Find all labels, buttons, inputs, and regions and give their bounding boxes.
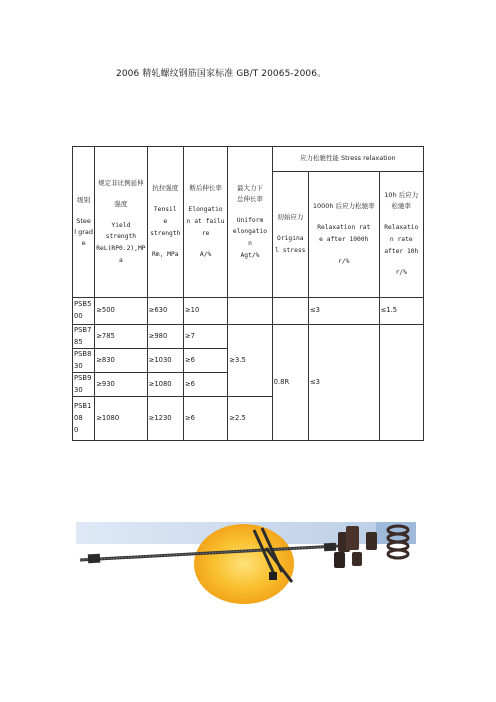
- cell-elongation: ≥7: [183, 325, 227, 349]
- cell-uniform-group1: ≥3.5: [228, 325, 272, 397]
- header-elong-unit: A/%: [199, 251, 212, 259]
- table-row: [73, 298, 424, 325]
- header-init-zh: 初始应力: [277, 213, 304, 222]
- header-tensile-en-3: strength: [150, 229, 181, 237]
- header-yield-zh-1: 规定非比例延伸: [98, 178, 144, 187]
- header-10h-en-3: after 10h: [384, 247, 419, 255]
- header-10h-unit: r/%: [395, 269, 407, 277]
- cell-relax-10h-empty: [379, 325, 423, 441]
- cell-yield: ≥500: [95, 298, 147, 325]
- header-init-stress: [272, 172, 308, 298]
- cell-relax-10h: ≤1.5: [379, 298, 423, 325]
- table-row: [73, 325, 424, 349]
- header-1000h-en-2: e after 1000h: [319, 236, 369, 244]
- cell-init-stress: 0.8R: [272, 325, 308, 441]
- header-row-1: [73, 147, 424, 172]
- cell-yield: ≥1080: [95, 397, 147, 441]
- header-tensile: [147, 147, 183, 298]
- cell-elongation: ≥10: [183, 298, 227, 325]
- header-elongation: [183, 147, 227, 298]
- header-10h-zh-1: 10h 后应力: [384, 191, 419, 200]
- cell-yield: ≥785: [95, 325, 147, 349]
- header-grade-zh: 级别: [77, 195, 91, 204]
- cell-grade: [73, 397, 95, 441]
- cell-grade: PSB830: [73, 349, 95, 373]
- header-tensile-unit: Rm, MPa: [152, 251, 179, 259]
- header-uniform-zh-1: 最大力下: [236, 183, 263, 192]
- cell-tensile: ≥1080: [147, 373, 183, 397]
- header-uniform-en-1: Uniform: [236, 216, 264, 224]
- header-elong-zh: 断后伸长率: [189, 184, 222, 193]
- header-1000h-unit: r/%: [338, 257, 350, 265]
- header-yield-symbol: ReL(RP0.2),MP: [96, 245, 146, 253]
- header-10h-zh-2: 松驰率: [391, 202, 412, 211]
- header-1000h-zh: 1000h 后应力松驰率: [312, 202, 375, 211]
- header-yield-en-2: strength: [105, 233, 137, 241]
- cell-tensile: ≥1030: [147, 349, 183, 373]
- cell-relax-1000h: ≤3: [308, 298, 379, 325]
- cell-relax-1000h-group: ≤3: [308, 325, 379, 441]
- header-10h-en-1: Relaxatio: [384, 224, 419, 232]
- cell-elongation: ≥6: [183, 397, 227, 441]
- header-uniform-unit: Agt/%: [240, 251, 260, 259]
- header-uniform-en-2: elongatio: [232, 228, 268, 236]
- header-relaxation-group: 应力松驰性能 Stress relaxation: [272, 147, 423, 172]
- product-photo-banner: [76, 518, 416, 610]
- header-yield-zh-2: 强度: [114, 199, 128, 208]
- header-yield-unit: a: [119, 256, 123, 264]
- cell-init-empty: [272, 298, 308, 325]
- header-tensile-en-1: Tensil: [153, 206, 177, 214]
- cell-grade-line-2: 0: [74, 425, 79, 434]
- header-grade: [73, 147, 95, 298]
- header-elong-en-1: Elongatio: [188, 206, 223, 214]
- header-init-en-2: l stress: [275, 247, 306, 255]
- cell-grade: PSB500: [73, 298, 95, 325]
- spec-table: [72, 146, 424, 441]
- cell-grade: PSB785: [73, 325, 95, 349]
- nuts-and-couplers: [334, 526, 377, 568]
- cell-tensile: ≥630: [147, 298, 183, 325]
- cell-yield: ≥830: [95, 349, 147, 373]
- header-uniform: [228, 147, 272, 298]
- cell-elongation: ≥6: [183, 373, 227, 397]
- header-relax-1000h: [308, 172, 379, 298]
- header-grade-en-2: l grade: [74, 228, 93, 248]
- header-grade-en-1: Stee: [76, 216, 91, 225]
- header-tensile-en-2: e: [163, 217, 168, 225]
- header-relax-10h: [379, 172, 423, 298]
- cell-uniform-empty: [228, 298, 272, 325]
- cell-uniform-group2: ≥2.5: [228, 397, 272, 441]
- document-heading: 2006 精轧螺纹钢筋国家标准 GB/T 20065-2006。: [116, 69, 327, 79]
- header-uniform-en-3: n: [248, 240, 252, 248]
- header-yield-en-1: Yield: [111, 221, 131, 229]
- header-yield: [95, 147, 147, 298]
- cell-elongation: ≥6: [183, 349, 227, 373]
- header-elong-en-2: n at failure: [186, 217, 225, 237]
- header-uniform-zh-2: 总伸长率: [236, 194, 263, 203]
- cell-grade: PSB930: [73, 373, 95, 397]
- header-10h-en-2: n rate: [389, 235, 413, 243]
- cell-tensile: ≥1230: [147, 397, 183, 441]
- header-init-en-1: Origina: [277, 235, 304, 243]
- header-1000h-en-1: Relaxation rat: [317, 224, 371, 232]
- cell-yield: ≥930: [95, 373, 147, 397]
- header-tensile-zh: 抗拉强度: [152, 184, 179, 193]
- cell-tensile: ≥980: [147, 325, 183, 349]
- cell-grade-line-1: PSB108: [74, 402, 92, 422]
